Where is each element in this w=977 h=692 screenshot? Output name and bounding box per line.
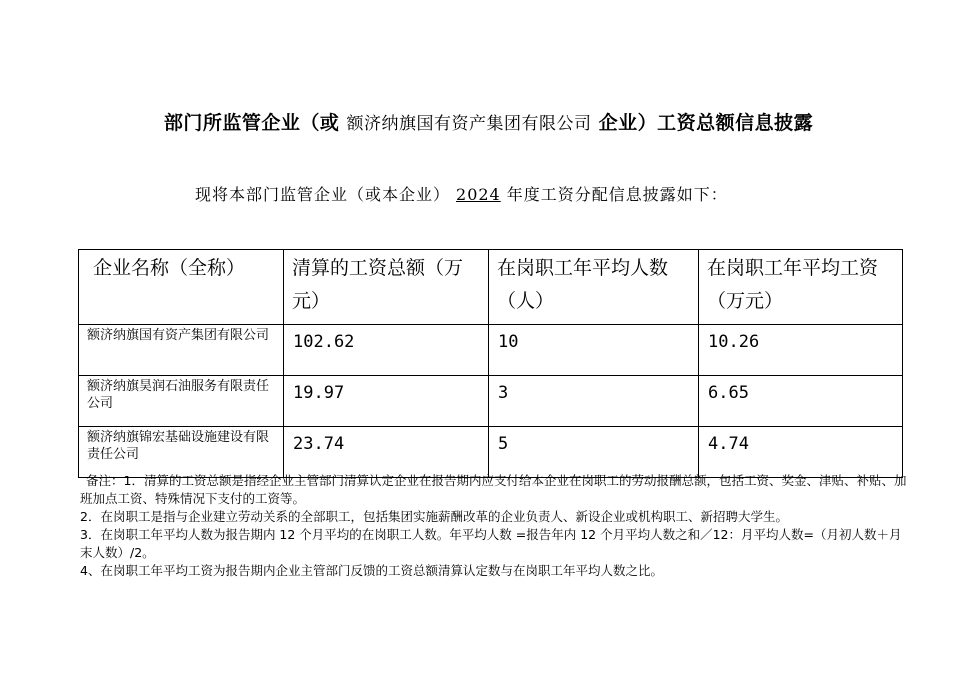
intro-year: 2024 bbox=[456, 185, 501, 204]
note-4: 4、在岗职工年平均工资为报告期内企业主管部门反馈的工资总额清算认定数与在岗职工年平均人数之比。 bbox=[80, 563, 663, 578]
avg-wage-cell: 6.65 bbox=[699, 376, 903, 427]
intro-statement bbox=[195, 182, 728, 205]
header-total-wage: 清算的工资总额（万元） bbox=[284, 250, 489, 325]
title-suffix: 企业）工资总额信息披露 bbox=[598, 112, 814, 134]
header-company-name: 企业名称（全称） bbox=[79, 250, 284, 325]
company-name-cell: 额济纳旗国有资产集团有限公司 bbox=[79, 325, 284, 376]
total-wage-cell: 102.62 bbox=[284, 325, 489, 376]
title-prefix: 部门所监管企业（或 bbox=[163, 112, 340, 134]
page-title bbox=[0, 108, 977, 135]
notes-section bbox=[80, 472, 910, 580]
company-name-cell: 额济纳旗昊润石油服务有限责任公司 bbox=[79, 376, 284, 427]
total-wage-cell: 19.97 bbox=[284, 376, 489, 427]
title-company: 额济纳旗国有资产集团有限公司 bbox=[346, 114, 592, 134]
note-3: 3．在岗职工年平均人数为报告期内 12 个月平均的在岗职工人数。年平均人数 =报告年内 12 个月平均人数之和／12：月平均人数=（月初人数＋月末人数）/2。 bbox=[80, 527, 902, 560]
wage-table bbox=[78, 249, 903, 478]
intro-suffix: 年度工资分配信息披露如下： bbox=[506, 185, 728, 204]
table-row bbox=[79, 376, 903, 427]
header-avg-staff: 在岗职工年平均人数（人） bbox=[489, 250, 699, 325]
header-avg-wage: 在岗职工年平均工资（万元） bbox=[699, 250, 903, 325]
table-row bbox=[79, 325, 903, 376]
avg-wage-cell: 4.74 bbox=[699, 427, 903, 478]
note-1: 备注：1．清算的工资总额是指经企业主管部门清算认定企业在报告期内应支付给本企业在岗职工的劳动报酬总额，包括工资、奖金、津贴、补贴、加班加点工资、特殊情况下支付的工资等。 bbox=[80, 473, 907, 506]
avg-staff-cell: 5 bbox=[489, 427, 699, 478]
intro-prefix: 现将本部门监管企业（或本企业） bbox=[195, 185, 451, 204]
table-row bbox=[79, 427, 903, 478]
avg-staff-cell: 10 bbox=[489, 325, 699, 376]
total-wage-cell: 23.74 bbox=[284, 427, 489, 478]
company-name-cell: 额济纳旗锦宏基础设施建设有限责任公司 bbox=[79, 427, 284, 478]
table-header-row bbox=[79, 250, 903, 325]
avg-wage-cell: 10.26 bbox=[699, 325, 903, 376]
avg-staff-cell: 3 bbox=[489, 376, 699, 427]
note-2: 2．在岗职工是指与企业建立劳动关系的全部职工，包括集团实施薪酬改革的企业负责人、新设企业或机构职工、新招聘大学生。 bbox=[80, 509, 788, 524]
